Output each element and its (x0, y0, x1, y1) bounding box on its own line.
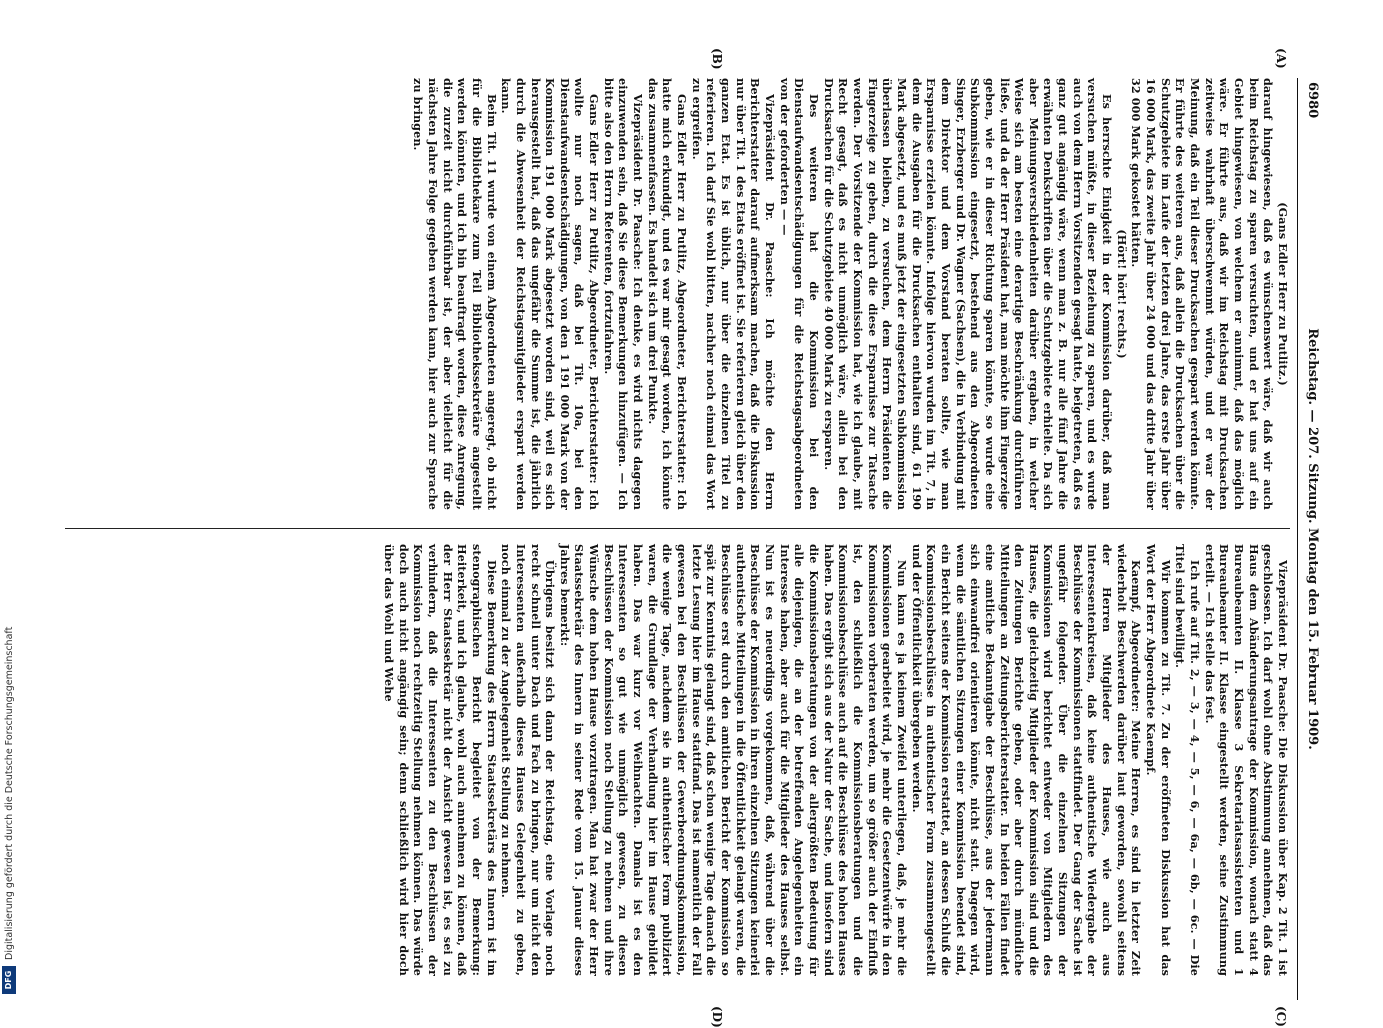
margin-marker-b: (B) (710, 48, 724, 70)
right-column-paragraph: Ich rufe auf Tit. 2, — 3, — 4, — 5, — 6, — 6a, — 6b, — 6c. — Die Titel sind bewilligt. (1173, 544, 1203, 976)
left-column-paragraph: (Gans Edler Herr zu Putlitz.) (1276, 202, 1290, 386)
dfg-logo: DFG (2, 966, 16, 994)
left-column-paragraph: Gans Edler Herr zu Putlitz, Abgeordneter, Berichterstatter: Ich hatte mich erkundigt, und es war mir gesagt worden, ich könnte das zusammenfassen. Es handelt sich um drei Punkte. (645, 78, 690, 510)
left-column-paragraph: darauf hingewiesen, daß es wünschenswert wäre, daß wir auch beim Reichstag zu sparen versuchten, und er hat uns auf ein Gebiet hingewiesen, von welchem er annimmt, daß das möglich wäre. Er führte aus, daß wir im Reichstag mit Drucksachen zeitweise wahrhaft überschwemmt würden, und er war der Meinung, daß ein Teil dieser Drucksachen gespart werden könnte. Er führte des weiteren aus, daß allein die Drucksachen über die Schutzgebiete im Laufe der letzten drei Jahre, das erste Jahr über 16 000 Mark, das zweite Jahr über 24 000 und das dritte Jahr über 32 000 Mark gekostet hätten. (1129, 78, 1276, 510)
left-column (411, 78, 1290, 510)
right-column-paragraph: Nun kann es ja keinem Zweifel unterliegen, daß, je mehr die Kommissionen gearbeitet wird, je mehr die Gesetzentwürfe in den Kommissionen vorberaten werden, um so größer auch der Einfluß ist, den schließlich die Kommissionsberatungen und die Kommissionsbeschlüsse auch auf die Beschlüsse des hohen Hauses haben. Das ergibt sich aus der Natur der Sache, und insofern sind die Kommissionsberatungen von der allergrößten Bedeutung für alle diejenigen, die an der betreffenden Angelegenheiten ein Interesse haben, aber auch für die Mitglieder des Hauses selbst. Nun ist es neuerdings vorgekommen, daß, während über die Beschlüsse der Kommission in ihren einzelnen Sitzungen keinerlei authentische Mitteilungen in die Öffentlichkeit gelangt waren, die Beschlüsse erst durch den amtlichen Bericht der Kommission so spät zur Kenntnis gelangt sind, daß schon wenige Tage danach die letzte Lesung hier im Hause stattfand. Das ist namentlich der Fall gewesen bei den Beschlüssen der Gewerbeordnungskommission, die wenige Tage, nachdem sie in authentischer Form publiziert waren, die Grundlage der Verhandlung hier im Hause gebildet haben. Das war kurz vor Weihnachten. Damals ist es den Interessenten so gut wie unmöglich gewesen, zu diesen Beschlüssen der Kommission noch Stellung zu nehmen und ihre Wünsche dem hohen Hause vorzutragen. Man hat zwar der Herr Staatssekretär des Innern in seiner Rede vom 15. Januar dieses Jahres bemerkt: (557, 544, 909, 976)
page-number: 6980 (1305, 82, 1320, 119)
page-title: Reichstag. — 207. Sitzung. Montag den 15. Februar 1909. (1305, 328, 1320, 750)
margin-marker-a: (A) (1274, 48, 1288, 69)
left-column-paragraph: Des weiteren hat die Kommission bei den Dienstaufwandsentschädigungen für die Reichstagsabgeordneten von der geforderten — — (777, 78, 821, 510)
right-column-paragraph: Diese Bemerkung des Herrn Staatssekretärs des Innern ist im stenographischen Bericht begleitet von der Bemerkung: Heiterkeit, und ich glaube, wohl auch annehmen zu können, daß der Herr Staatssekretär nicht der Ansicht gewesen ist, es sei zu verhindern, daß die Interessenten zu den Beschlüssen der Kommission noch rechtzeitig Stellung nehmen können. Das würde doch auch nicht angängig sein; denn schließlich wird hier doch über das Wohl und Wehe (381, 544, 499, 976)
right-column (381, 544, 1290, 976)
column-divider (65, 528, 1290, 529)
footer-text: Digitalisierung gefördert durch die Deutsche Forschungsgemeinschaft (4, 626, 15, 960)
rotated-page (64, 48, 1324, 1028)
left-column-paragraph: Beim Tit. 11 wurde von einem Abgeordneten angeregt, ob nicht für die Bibliothekare zum Teil Bibliothekssekretäre angestellt werden könnten, und ich bin beauftragt worden, diese Anregung, die zurzeit nicht durchführbar ist, der aber vielleicht für die nächsten Jahre Folge gegeben werden kann, hier auch zur Sprache zu bringen. (411, 78, 499, 510)
right-column-paragraph: Übrigens besitzt sich dann der Reichstag, eine Vorlage noch recht schnell unter Dach und Fach zu bringen, nur um nicht den Interessenten außerhalb dieses Hauses Gelegenheit zu geben, noch einmal zu der Angelegenheit Stellung zu nehmen. (499, 544, 558, 976)
left-column-paragraph: Gans Edler Herr zu Putlitz, Abgeordneter, Berichterstatter: Ich wollte nur noch sagen, daß bei Tit. 10a, bei den Dienstaufwandsentschädigungen, von den 1 191 000 Mark von der Kommission 191 000 Mark abgesetzt worden sind, weil es sich herausgestellt hat, daß das ungefähr die Summe ist, die jährlich durch die Abwesenheit der Reichstagsmitglieder erspart werden kann. (499, 78, 602, 510)
right-column-paragraph: Vizepräsident Dr. Paasche: Die Diskussion über Kap. 2 Tit. 1 ist geschlossen. Ich darf wohl ohne Abstimmung annehmen, daß das Haus dem Abänderungsantrage der Kommission, wonach statt 4 Bureaubeamten II. Klasse 3 Sekretariatsassistenten und 1 Bureaubeamter II. Klasse eingestellt werden, seine Zustimmung erteilt. — Ich stelle das fest. (1202, 544, 1290, 976)
left-column-paragraph: (Hört! hört! rechts.) (1114, 229, 1129, 359)
margin-marker-c: (C) (1274, 1006, 1288, 1027)
left-column-paragraph: Es herrschte Einigkeit in der Kommission darüber, daß man versuchen müßte, in dieser Beziehung zu sparen, und es wurde auch von dem Herrn Vorsitzenden gesagt hatte, beigetreten, daß es ganz gut angängig wäre, wenn man z. B. nur alle fünf Jahre die erwähnten Denkschriften über die Schutzgebiete erhielte. Da sich aber Meinungsverschiedenheiten darüber ergaben, in welcher Weise sich am besten eine derartige Beschränkung durchführen ließe, und da der Herr Präsident hat, man möchte ihm Fingerzeige geben, wie er in dieser Richtung sparen könnte, so wurde eine Subkommission eingesetzt, bestehend aus den Abgeordneten Singer, Erzberger und Dr. Wagner (Sachsen), die in Verbindung mit dem Direktor und dem Vorstand beraten sollte, wie man Ersparnisse erzielen könnte. Infolge hiervon wurden im Tit. 7, in dem die Ausgaben für die Drucksachen enthalten sind, 61 190 Mark abgesetzt, und es muß jetzt der eingesetzten Subkommission überlassen bleiben, zu versuchen, dem Herrn Präsidenten die Fingerzeige zu geben, durch die diese Ersparnisse zur Tatsache werden. Der Vorsitzende der Kommission hat, wie ich glaube, mit Recht gesagt, daß es nicht unmöglich wäre, allein bei den Drucksachen für die Schutzgebiete 40 000 Mark zu ersparen. (821, 78, 1115, 510)
page-header (1297, 78, 1324, 1000)
left-column-paragraph: Vizepräsident Dr. Paasche: Ich möchte den Herrn Berichterstatter darauf aufmerksam machen, daß die Diskussion nur über Tit. 1 des Etats eröffnet ist. Sie referieren gleich über den ganzen Etat. Es ist üblich, nur über die einzelnen Titel zu referieren. Ich darf Sie wohl bitten, nachher noch einmal das Wort zu ergreifen. (689, 78, 778, 510)
left-column-paragraph: Vizepräsident Dr. Paasche: Ich denke, es wird nichts dagegen einzuwenden sein, daß Sie diese Bemerkungen hinzufügen. — Ich bitte also den Herrn Referenten, fortzufahren. (601, 78, 646, 510)
right-column-paragraph: Wir kommen zu Tit. 7. Zu der eröffneten Diskussion hat das Wort der Herr Abgeordnete Kaempf. (1144, 544, 1173, 976)
footer-credit (0, 0, 20, 1000)
right-column-paragraph: Kaempf, Abgeordneter: Meine Herren, es sind in letzter Zeit wiederholt Beschwerden darüber laut geworden, sowohl seitens der Herren Mitglieder des Hauses, wie auch aus Interessentenkreisen, daß keine authentische Wiedergabe der Beschlüsse der Kommissionen stattfindet. Der Gang der Sache ist ungefähr folgender. Über die einzelnen Sitzungen der Kommissionen wird berichtet entweder von Mitgliedern des Hauses, die gleichzeitig Mitglieder der Kommission sind und die den Zeitungen Berichte geben, oder aber durch mündliche Mitteilungen an Zeitungsberichterstatter. In beiden Fällen findet eine amtliche Bekanntgabe der Beschlüsse, aus der jedermann sich einwandfrei orientieren könnte, nicht statt. Dagegen wird, wenn die sämtlichen Sitzungen einer Kommission beendet sind, ein Bericht seitens der Kommission erstattet, an dessen Schluß die Kommissionsbeschlüsse in authentischer Form zusammengestellt und der Öffentlichkeit übergeben werden. (909, 544, 1144, 976)
margin-marker-d: (D) (710, 1006, 724, 1028)
